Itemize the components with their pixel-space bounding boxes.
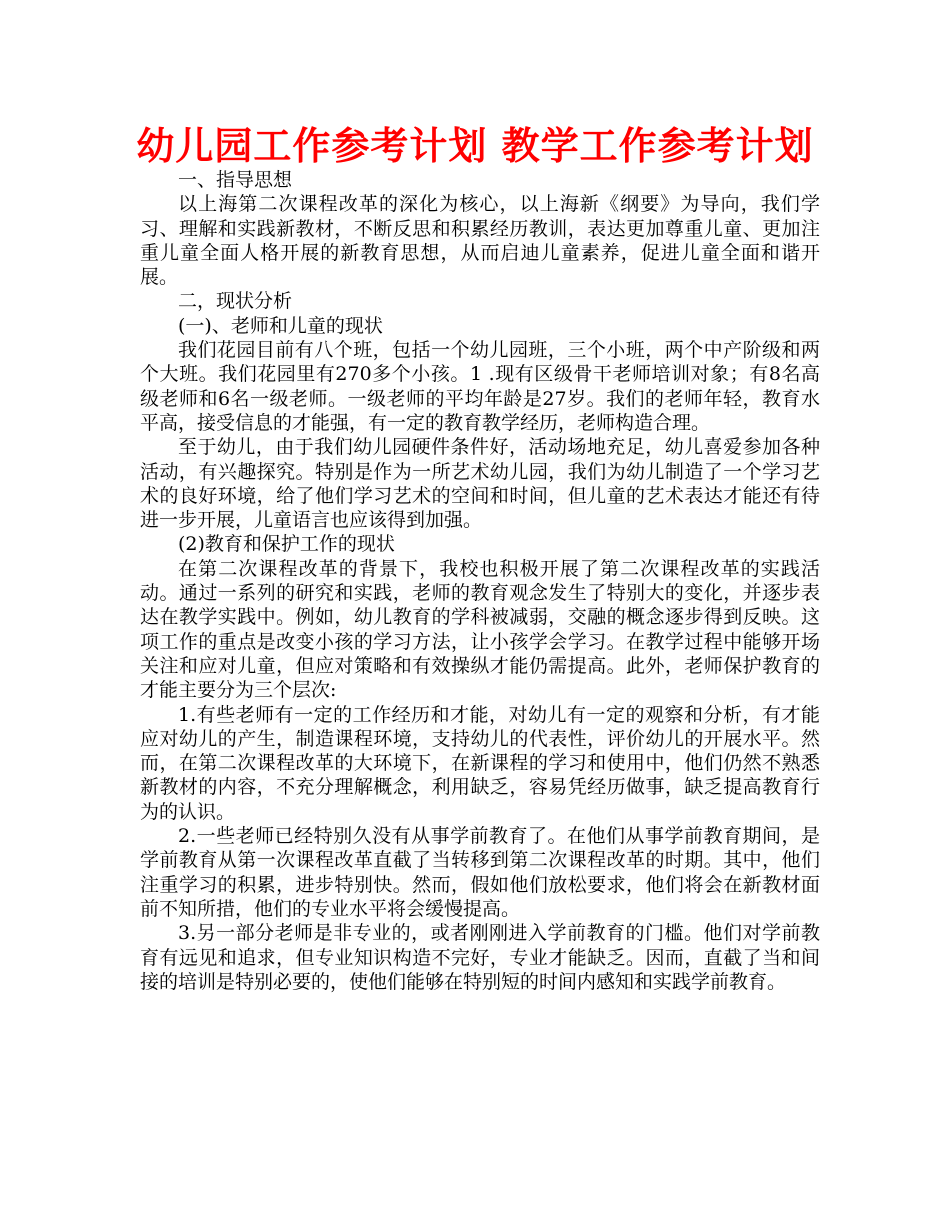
heading-guiding-ideology: 一、指导思想 [178, 169, 293, 191]
paragraph-guiding-ideology: 以上海第二次课程改革的深化为核心，以上海新《纲要》为导向，我们学习、理解和实践新教材，不断反思和积累经历教训，表达更加尊重儿童、更加注重儿童全面人格开展的新教育思想，从而启迪儿童素养，促进儿童全面和谐开展。 [140, 193, 820, 289]
subheading-teachers-children: (一)、老师和儿童的现状 [178, 314, 383, 337]
paragraph-children-status: 至于幼儿，由于我们幼儿园硬件条件好，活动场地充足，幼儿喜爱参加各种活动，有兴趣探究。特别是作为一所艺术幼儿园，我们为幼儿制造了一个学习艺术的良好环境，给了他们学习艺术的空间和时间，但儿童的艺术表达才能还有待进一步开展，儿童语言也应该得到加强。 [140, 436, 820, 532]
document-title: 幼儿园工作参考计划 教学工作参考计划 [136, 123, 814, 168]
heading-status-analysis: 二，现状分析 [178, 290, 293, 313]
document-body [140, 168, 820, 994]
subheading-education-protection: (2)教育和保护工作的现状 [178, 533, 395, 556]
paragraph-kindergarten-overview: 我们花园目前有八个班，包括一个幼儿园班，三个小班，两个中产阶级和两个大班。我们花园里有270多个小孩。1 .现有区级骨干老师培训对象；有8名高级老师和6名一级老师。一级老师的平均年龄是27岁。我们的老师年轻，教育水平高，接受信息的才能强，有一定的教育教学经历，老师构造合理。 [140, 339, 820, 434]
paragraph-level-3: 3.另一部分老师是非专业的，或者刚刚进入学前教育的门槛。他们对学前教育有远见和追求，但专业知识构造不完好，专业才能缺乏。因而，直截了当和间接的培训是特别必要的，使他们能够在特别短的时间内感知和实践学前教育。 [140, 922, 820, 993]
paragraph-level-1: 1.有些老师有一定的工作经历和才能，对幼儿有一定的观察和分析，有才能应对幼儿的产生，制造课程环境，支持幼儿的代表性，评价幼儿的开展水平。然而，在第二次课程改革的大环境下，在新课程的学习和使用中，他们仍然不熟悉新教材的内容，不充分理解概念，利用缺乏，容易凭经历做事，缺乏提高教育行为的认识。 [140, 703, 820, 823]
paragraph-level-2: 2.一些老师已经特别久没有从事学前教育了。在他们从事学前教育期间，是学前教育从第一次课程改革直截了当转移到第二次课程改革的时期。其中，他们注重学习的积累，进步特别快。然而，假如他们放松要求，他们将会在新教材面前不知所措，他们的专业水平将会缓慢提高。 [140, 825, 820, 920]
paragraph-curriculum-reform: 在第二次课程改革的背景下，我校也积极开展了第二次课程改革的实践活动。通过一系列的研究和实践，老师的教育观念发生了特别大的变化，并逐步表达在教学实践中。例如，幼儿教育的学科被减弱，交融的概念逐步得到反映。这项工作的重点是改变小孩的学习方法，让小孩学会学习。在教学过程中能够开场关注和应对儿童，但应对策略和有效操纵才能仍需提高。此外，老师保护教育的才能主要分为三个层次: [140, 557, 820, 702]
